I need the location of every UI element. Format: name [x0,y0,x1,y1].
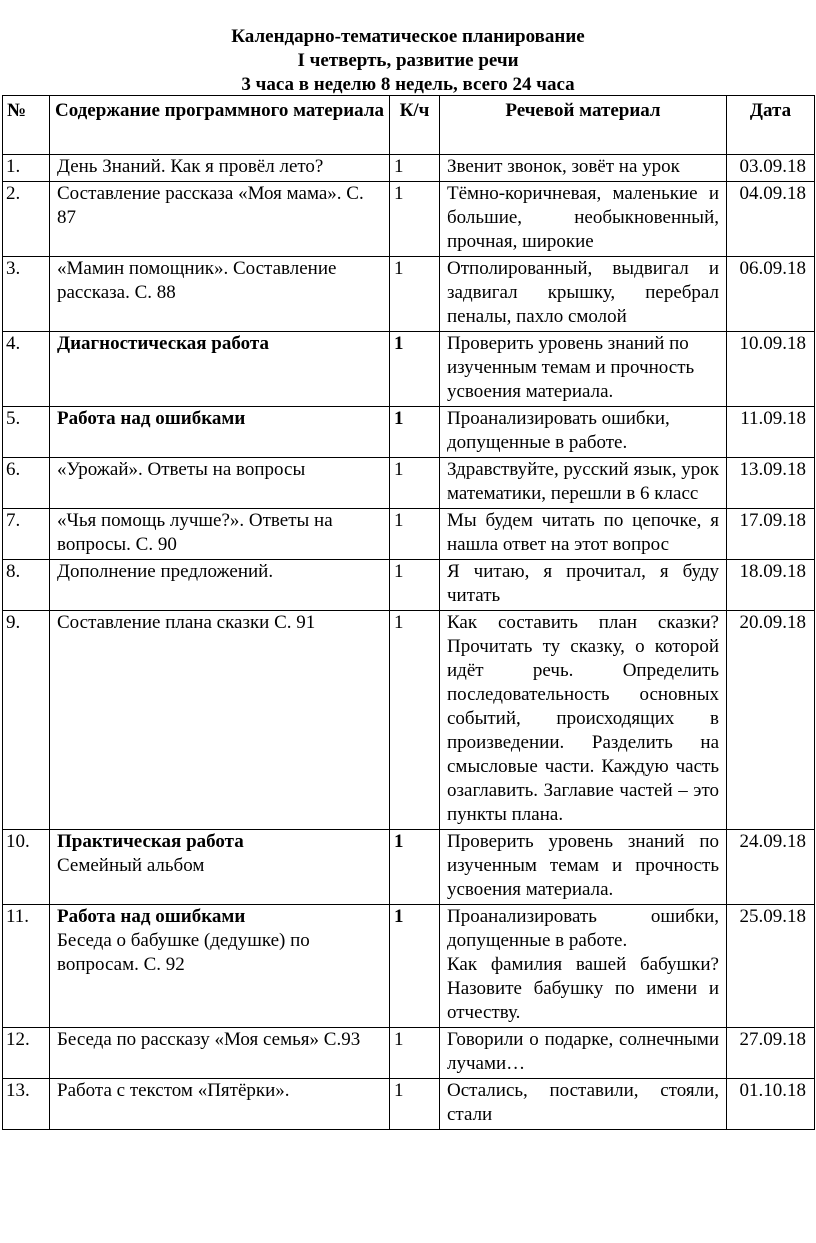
row-hours: 1 [390,257,440,332]
row-content [50,458,390,509]
row-hours: 1 [390,155,440,182]
header-content: Содержание программного материала [50,96,390,155]
content-line: «Мамин помощник». Составление рассказа. С. 88 [57,258,337,303]
row-hours: 1 [390,509,440,560]
speech-line: Как составить план сказки? Прочитать ту сказку, о которой идёт речь. Определить последовательность основных событий, происходящих в произведении. Разделить на смысловые части. Каждую часть озаглавить. Заглавие частей – это пункты плана. [447,612,719,825]
speech-line: Мы будем читать по цепочке, я нашла ответ на этот вопрос [447,510,719,555]
speech-line: Проанализировать ошибки, допущенные в работе. [447,408,670,453]
row-content [50,155,390,182]
table-body [3,155,815,1130]
table-row [3,509,815,560]
content-line: Беседа по рассказу «Моя семья» С.93 [57,1029,361,1050]
header-date: Дата [727,96,815,155]
row-speech [440,1028,727,1079]
content-line: День Знаний. Как я провёл лето? [57,156,324,177]
speech-line: Я читаю, я прочитал, я буду читать [447,561,719,606]
table-row [3,182,815,257]
planning-table [2,95,815,1130]
content-line: Беседа о бабушке (дедушке) по вопросам. С. 92 [57,930,310,975]
row-number: 3. [3,257,50,332]
speech-line: Проверить уровень знаний по изученным темам и прочность усвоения материала. [447,333,695,402]
row-content [50,1028,390,1079]
heading-hours: 3 часа в неделю 8 недель, всего 24 часа [241,74,575,95]
content-line: Составление рассказа «Моя мама». С. 87 [57,183,364,228]
row-speech [440,830,727,905]
row-number: 1. [3,155,50,182]
row-date: 01.10.18 [727,1079,815,1130]
row-date: 18.09.18 [727,560,815,611]
row-hours: 1 [390,611,440,830]
row-date: 04.09.18 [727,182,815,257]
row-content [50,257,390,332]
row-hours: 1 [390,407,440,458]
content-line: Работа над ошибками [57,906,246,927]
speech-line: Отполированный, выдвигал и задвигал крышку, перебрал пеналы, пахло смолой [447,258,719,327]
row-hours: 1 [390,458,440,509]
header-hours: К/ч [390,96,440,155]
speech-line: Как фамилия вашей бабушки? Назовите бабушку по имени и отчеству. [447,954,719,1023]
row-speech [440,155,727,182]
content-line: Дополнение предложений. [57,561,274,582]
row-hours: 1 [390,830,440,905]
row-speech [440,560,727,611]
table-row [3,611,815,830]
content-line: Диагностическая работа [57,333,269,354]
table-row [3,332,815,407]
speech-line: Проанализировать ошибки, допущенные в работе. [447,906,719,951]
table-row [3,155,815,182]
row-speech [440,458,727,509]
row-content [50,1079,390,1130]
row-content [50,509,390,560]
row-date: 17.09.18 [727,509,815,560]
row-date: 06.09.18 [727,257,815,332]
document-heading [0,25,816,97]
row-date: 25.09.18 [727,905,815,1028]
content-line: «Урожай». Ответы на вопросы [57,459,306,480]
row-number: 2. [3,182,50,257]
table-row [3,458,815,509]
speech-line: Звенит звонок, зовёт на урок [447,156,680,177]
table-row [3,560,815,611]
row-speech [440,1079,727,1130]
row-number: 8. [3,560,50,611]
row-speech [440,332,727,407]
row-speech [440,611,727,830]
table-row [3,1028,815,1079]
table-row [3,1079,815,1130]
speech-line: Здравствуйте, русский язык, урок математики, перешли в 6 класс [447,459,719,504]
content-line: Работа с текстом «Пятёрки». [57,1080,290,1101]
row-hours: 1 [390,905,440,1028]
row-content [50,611,390,830]
heading-title: Календарно-тематическое планирование [231,26,585,47]
row-date: 10.09.18 [727,332,815,407]
row-date: 27.09.18 [727,1028,815,1079]
row-number: 4. [3,332,50,407]
row-number: 12. [3,1028,50,1079]
row-speech [440,407,727,458]
row-number: 11. [3,905,50,1028]
row-hours: 1 [390,1028,440,1079]
row-hours: 1 [390,560,440,611]
row-hours: 1 [390,332,440,407]
speech-line: Говорили о подарке, солнечными лучами… [447,1029,719,1074]
content-line: Семейный альбом [57,855,205,876]
row-number: 13. [3,1079,50,1130]
speech-line: Тёмно-коричневая, маленькие и большие, необыкновенный, прочная, широкие [447,183,719,252]
speech-line: Остались, поставили, стояли, стали [447,1080,719,1125]
row-number: 6. [3,458,50,509]
row-content [50,560,390,611]
row-content [50,905,390,1028]
row-content [50,830,390,905]
row-date: 13.09.18 [727,458,815,509]
content-line: Работа над ошибками [57,408,246,429]
row-date: 24.09.18 [727,830,815,905]
row-speech [440,182,727,257]
row-number: 10. [3,830,50,905]
header-number: № [3,96,50,155]
row-number: 9. [3,611,50,830]
row-hours: 1 [390,1079,440,1130]
row-content [50,182,390,257]
content-line: Составление плана сказки С. 91 [57,612,316,633]
row-hours: 1 [390,182,440,257]
table-row [3,407,815,458]
table-row [3,905,815,1028]
table-header-row [3,96,815,155]
content-line: Практическая работа [57,831,244,852]
row-speech [440,509,727,560]
table-row [3,257,815,332]
row-number: 5. [3,407,50,458]
speech-line: Проверить уровень знаний по изученным темам и прочность усвоения материала. [447,831,719,900]
header-speech: Речевой материал [440,96,727,155]
row-content [50,407,390,458]
row-number: 7. [3,509,50,560]
row-date: 20.09.18 [727,611,815,830]
row-date: 03.09.18 [727,155,815,182]
row-speech [440,905,727,1028]
row-date: 11.09.18 [727,407,815,458]
row-speech [440,257,727,332]
row-content [50,332,390,407]
table-row [3,830,815,905]
content-line: «Чья помощь лучше?». Ответы на вопросы. С. 90 [57,510,333,555]
heading-quarter: I четверть, развитие речи [297,50,519,71]
